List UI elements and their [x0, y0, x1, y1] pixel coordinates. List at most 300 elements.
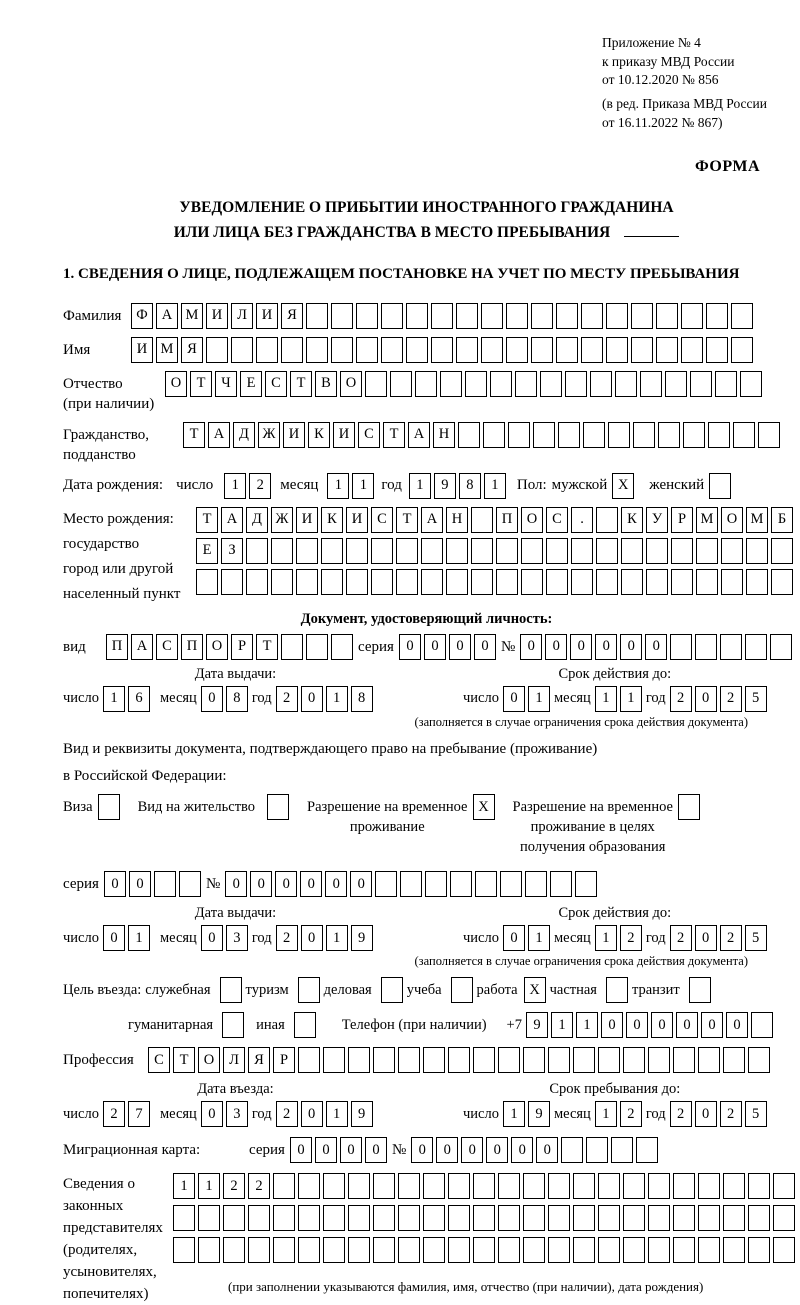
- forma-label: ФОРМА: [694, 158, 760, 176]
- form-cell: [540, 371, 562, 397]
- form-cell: [746, 538, 768, 564]
- form-cell: [281, 337, 303, 363]
- expiry-month-cells: [595, 686, 642, 712]
- form-cell: М: [696, 507, 718, 533]
- form-cell: [248, 1237, 270, 1263]
- form-cell: 1: [103, 686, 125, 712]
- form-cell: 2: [720, 925, 742, 951]
- form-cell: 0: [695, 1101, 717, 1127]
- form-cell: [573, 1205, 595, 1231]
- form-cell: Т: [396, 507, 418, 533]
- form-cell: [698, 1047, 720, 1073]
- birth-day-cells: [224, 473, 271, 499]
- form-cell: А: [421, 507, 443, 533]
- form-cell: 0: [129, 871, 151, 897]
- form-cell: 8: [459, 473, 481, 499]
- patronymic-row: [63, 371, 790, 414]
- stay-expiry-month-cells: [595, 925, 642, 951]
- identity-doc-heading: Документ, удостоверяющий личность:: [300, 610, 553, 627]
- form-cell: [646, 538, 668, 564]
- form-cell: [521, 569, 543, 595]
- form-cell: [473, 1047, 495, 1073]
- profession-row: [63, 1047, 790, 1073]
- form-cell: 1: [528, 925, 550, 951]
- form-cell: [323, 1205, 345, 1231]
- expiry-date-heading: Срок действия до:: [558, 905, 672, 922]
- form-cell: [375, 871, 397, 897]
- form-cell: 1: [224, 473, 246, 499]
- form-cell: [548, 1173, 570, 1199]
- form-cell: [348, 1173, 370, 1199]
- form-cell: [431, 303, 453, 329]
- form-cell: 2: [620, 1101, 642, 1127]
- form-cell: 0: [290, 1137, 312, 1163]
- form-cell: Т: [190, 371, 212, 397]
- form-cell: [748, 1237, 770, 1263]
- form-cell: Д: [233, 422, 255, 448]
- entry-dates: [63, 1081, 790, 1127]
- day-label: число: [63, 929, 99, 946]
- form-cell: [590, 371, 612, 397]
- migration-card-row: [63, 1137, 790, 1163]
- representatives-label: усыновителях,: [63, 1264, 157, 1281]
- form-cell: 0: [275, 871, 297, 897]
- form-cell: [631, 337, 653, 363]
- form-cell: И: [283, 422, 305, 448]
- form-cell: [473, 1205, 495, 1231]
- option-visa-label: Виза: [63, 799, 93, 816]
- surname-row: [63, 303, 790, 329]
- representatives-labels: [63, 1173, 173, 1305]
- form-cell: [306, 634, 328, 660]
- form-cell: [381, 303, 403, 329]
- form-cell: М: [181, 303, 203, 329]
- form-cell: [751, 1012, 773, 1038]
- form-cell: [671, 569, 693, 595]
- form-cell: [596, 538, 618, 564]
- form-cell: [431, 337, 453, 363]
- form-cell: [356, 337, 378, 363]
- form-cell: [748, 1173, 770, 1199]
- form-cell: [531, 303, 553, 329]
- form-cell: [471, 569, 493, 595]
- form-cell: П: [106, 634, 128, 660]
- option-temp-residence-education-label: Разрешение на временное проживание в целях получения образования: [512, 799, 673, 856]
- form-cell: О: [340, 371, 362, 397]
- form-cell: С: [358, 422, 380, 448]
- form-cell: Н: [446, 507, 468, 533]
- stay-doc-series-row: [63, 871, 790, 897]
- form-cell: О: [198, 1047, 220, 1073]
- form-cell: Т: [196, 507, 218, 533]
- form-cell: [400, 871, 422, 897]
- form-cell: 2: [276, 1101, 298, 1127]
- form-cell: [556, 303, 578, 329]
- form-cell: 1: [173, 1173, 195, 1199]
- form-cell: 1: [409, 473, 431, 499]
- form-cell: 6: [128, 686, 150, 712]
- patronymic-label-line1: Отчество: [63, 375, 123, 392]
- form-cell: 2: [670, 686, 692, 712]
- form-cell: 0: [503, 686, 525, 712]
- form-cell: .: [571, 507, 593, 533]
- form-cell: А: [221, 507, 243, 533]
- form-cell: 0: [103, 925, 125, 951]
- purpose-other-label: иная: [256, 1016, 285, 1033]
- form-cell: [745, 634, 767, 660]
- form-cell: 1: [198, 1173, 220, 1199]
- form-cell: [731, 337, 753, 363]
- citizenship-cells: [183, 422, 780, 448]
- form-cell: [223, 1237, 245, 1263]
- form-cell: [196, 569, 218, 595]
- expiry-date-line: [463, 686, 767, 712]
- form-cell: [648, 1047, 670, 1073]
- form-cell: [346, 569, 368, 595]
- representatives-label: законных: [63, 1198, 124, 1215]
- form-cell: [298, 1237, 320, 1263]
- form-cell: 1: [326, 925, 348, 951]
- purpose-humanitarian-checkbox: [222, 1012, 244, 1038]
- form-cell: 2: [720, 1101, 742, 1127]
- issue-date-line: [63, 686, 408, 712]
- form-cell: [356, 303, 378, 329]
- form-cell: Л: [223, 1047, 245, 1073]
- form-cell: 0: [601, 1012, 623, 1038]
- form-cell: 0: [104, 871, 126, 897]
- entry-date-heading: Дата въезда:: [197, 1081, 274, 1098]
- form-cell: 7: [128, 1101, 150, 1127]
- form-cell: 1: [326, 686, 348, 712]
- form-cell: [748, 1047, 770, 1073]
- identity-doc-dates: [63, 666, 790, 712]
- form-cell: [496, 538, 518, 564]
- form-cell: [608, 422, 630, 448]
- form-cell: 1: [595, 1101, 617, 1127]
- form-cell: 1: [484, 473, 506, 499]
- form-cell: [456, 303, 478, 329]
- form-cell: [773, 1173, 795, 1199]
- profession-label: Профессия: [63, 1052, 134, 1069]
- form-cell: [583, 422, 605, 448]
- form-cell: [206, 337, 228, 363]
- form-title-line1: УВЕДОМЛЕНИЕ О ПРИБЫТИИ ИНОСТРАННОГО ГРАЖДАНИНА: [179, 199, 674, 217]
- form-cell: [596, 569, 618, 595]
- form-cell: 0: [315, 1137, 337, 1163]
- citizenship-row: [63, 422, 790, 465]
- form-cell: [398, 1205, 420, 1231]
- form-cell: 0: [645, 634, 667, 660]
- form-cell: [346, 538, 368, 564]
- day-label: число: [176, 477, 214, 494]
- form-cell: [246, 538, 268, 564]
- form-cell: 0: [201, 925, 223, 951]
- form-cell: А: [131, 634, 153, 660]
- form-cell: [298, 1205, 320, 1231]
- form-cell: 1: [326, 1101, 348, 1127]
- form-cell: [323, 1237, 345, 1263]
- form-cell: [348, 1047, 370, 1073]
- form-cell: 0: [695, 686, 717, 712]
- purpose-other-checkbox: [294, 1012, 316, 1038]
- form-cell: [154, 871, 176, 897]
- stay-issue-day-cells: [103, 925, 150, 951]
- form-cell: [673, 1205, 695, 1231]
- form-cell: П: [181, 634, 203, 660]
- purpose-private-label: частная: [549, 981, 597, 998]
- form-cell: [458, 422, 480, 448]
- form-cell: [673, 1047, 695, 1073]
- form-cell: А: [156, 303, 178, 329]
- form-cell: [606, 303, 628, 329]
- form-cell: 0: [201, 1101, 223, 1127]
- form-title-line2: ИЛИ ЛИЦА БЕЗ ГРАЖДАНСТВА В МЕСТО ПРЕБЫВАНИЯ: [173, 223, 611, 241]
- form-cell: Т: [256, 634, 278, 660]
- issue-day-cells: [103, 686, 150, 712]
- form-cell: К: [321, 507, 343, 533]
- month-label: месяц: [159, 690, 197, 707]
- form-cell: [440, 371, 462, 397]
- form-cell: [306, 337, 328, 363]
- stay-issue-month-cells: [201, 925, 248, 951]
- migration-number-label: №: [391, 1142, 407, 1159]
- form-cell: [321, 538, 343, 564]
- form-cell: [565, 371, 587, 397]
- form-cell: О: [721, 507, 743, 533]
- birth-place-section: [63, 507, 790, 607]
- form-cell: 1: [595, 686, 617, 712]
- form-cell: Р: [671, 507, 693, 533]
- form-cell: Ж: [271, 507, 293, 533]
- form-cell: В: [315, 371, 337, 397]
- purpose-tourism-checkbox: [298, 977, 320, 1003]
- purpose-official-label: служебная: [145, 981, 211, 998]
- birth-place-label: город или другой: [63, 560, 174, 577]
- form-cell: [446, 569, 468, 595]
- form-cell: [365, 371, 387, 397]
- birth-place-label: Место рождения:: [63, 510, 174, 527]
- form-cell: [558, 422, 580, 448]
- form-cell: [748, 1205, 770, 1231]
- form-cell: [506, 303, 528, 329]
- form-cell: [506, 337, 528, 363]
- form-cell: [473, 1173, 495, 1199]
- form-cell: [373, 1173, 395, 1199]
- form-cell: Т: [383, 422, 405, 448]
- stay-until-month-cells: [595, 1101, 642, 1127]
- form-cell: [721, 569, 743, 595]
- entry-date-line: [63, 1101, 408, 1127]
- annex-line: (в ред. Приказа МВД России: [602, 95, 767, 111]
- form-cell: [731, 303, 753, 329]
- form-cell: 1: [327, 473, 349, 499]
- form-cell: [198, 1205, 220, 1231]
- form-cell: 9: [351, 1101, 373, 1127]
- form-cell: Б: [771, 507, 793, 533]
- form-cell: [546, 538, 568, 564]
- form-cell: [721, 538, 743, 564]
- stay-doc-dates: [63, 905, 790, 951]
- representatives-row2-cells: [173, 1205, 795, 1231]
- form-cell: [671, 538, 693, 564]
- citizenship-label-line1: Гражданство,: [63, 426, 150, 443]
- form-cell: И: [346, 507, 368, 533]
- doc-kind-label: вид: [63, 638, 86, 655]
- month-label: месяц: [553, 1105, 591, 1122]
- form-cell: [271, 538, 293, 564]
- form-cell: [656, 337, 678, 363]
- form-cell: [621, 569, 643, 595]
- form-cell: 0: [626, 1012, 648, 1038]
- form-cell: 9: [526, 1012, 548, 1038]
- representatives-row1-cells: [173, 1173, 795, 1199]
- form-cell: [556, 337, 578, 363]
- form-cell: [348, 1205, 370, 1231]
- entry-day-cells: [103, 1101, 150, 1127]
- form-cell: [573, 1173, 595, 1199]
- form-cell: [448, 1237, 470, 1263]
- day-label: число: [63, 1105, 99, 1122]
- form-cell: 1: [595, 925, 617, 951]
- form-cell: К: [621, 507, 643, 533]
- form-cell: 0: [300, 871, 322, 897]
- form-cell: С: [148, 1047, 170, 1073]
- form-cell: Е: [240, 371, 262, 397]
- form-cell: К: [308, 422, 330, 448]
- form-cell: С: [265, 371, 287, 397]
- option-residence-permit: [138, 794, 289, 820]
- stay-series-cells: [104, 871, 201, 897]
- name-row: [63, 337, 790, 363]
- migration-series-cells: [290, 1137, 387, 1163]
- form-cell: [498, 1047, 520, 1073]
- form-cell: Я: [248, 1047, 270, 1073]
- birth-date-label: Дата рождения:: [63, 477, 164, 494]
- form-cell: [723, 1237, 745, 1263]
- sex-male-label: мужской: [551, 477, 608, 494]
- form-cell: [658, 422, 680, 448]
- stay-until-year-cells: [670, 1101, 767, 1127]
- form-cell: 2: [670, 1101, 692, 1127]
- form-cell: [681, 337, 703, 363]
- form-cell: [598, 1173, 620, 1199]
- form-cell: 1: [576, 1012, 598, 1038]
- form-cell: [446, 538, 468, 564]
- birth-year-cells: [409, 473, 506, 499]
- form-cell: [173, 1205, 195, 1231]
- doc-number-label: №: [500, 638, 516, 655]
- form-cell: [548, 1237, 570, 1263]
- option-residence-permit-checkbox: [267, 794, 289, 820]
- form-cell: Я: [281, 303, 303, 329]
- migration-number-cells: [411, 1137, 658, 1163]
- form-cell: [179, 871, 201, 897]
- form-cell: [273, 1237, 295, 1263]
- stay-series-label: серия: [63, 876, 99, 893]
- form-cell: 0: [250, 871, 272, 897]
- sex-male-checkbox: X: [612, 473, 634, 499]
- form-cell: [523, 1047, 545, 1073]
- form-cell: [306, 303, 328, 329]
- form-cell: [398, 1173, 420, 1199]
- form-cell: 1: [528, 686, 550, 712]
- form-cell: Д: [246, 507, 268, 533]
- option-temp-residence-checkbox: X: [473, 794, 495, 820]
- year-label: год: [251, 929, 272, 946]
- stay-doc-intro1: Вид и реквизиты документа, подтверждающего право на пребывание (проживание): [63, 740, 598, 757]
- form-cell: [423, 1237, 445, 1263]
- form-cell: [450, 871, 472, 897]
- citizenship-label: [63, 422, 183, 465]
- option-temp-residence: [307, 794, 494, 837]
- section1-heading: 1. СВЕДЕНИЯ О ЛИЦЕ, ПОДЛЕЖАЩЕМ ПОСТАНОВКЕ НА УЧЕТ ПО МЕСТУ ПРЕБЫВАНИЯ: [63, 265, 740, 282]
- representatives-row3-cells: [173, 1237, 795, 1263]
- identity-doc-row: [63, 634, 790, 660]
- form-cell: [390, 371, 412, 397]
- form-cell: [371, 538, 393, 564]
- annex-line: к приказу МВД России: [602, 53, 735, 69]
- form-cell: [561, 1137, 583, 1163]
- form-cell: [483, 422, 505, 448]
- issue-year-cells: [276, 686, 373, 712]
- form-cell: 8: [351, 686, 373, 712]
- patronymic-label: [63, 371, 165, 414]
- form-cell: 0: [620, 634, 642, 660]
- form-cell: [421, 538, 443, 564]
- representatives-label: представителях: [63, 1220, 163, 1237]
- form-cell: [498, 1173, 520, 1199]
- form-cell: 0: [301, 925, 323, 951]
- expiry-year-cells: [670, 686, 767, 712]
- month-label: месяц: [553, 690, 591, 707]
- form-cell: 0: [301, 1101, 323, 1127]
- birth-place-label: населенный пункт: [63, 585, 181, 602]
- form-cell: С: [156, 634, 178, 660]
- form-cell: 0: [520, 634, 542, 660]
- form-cell: [421, 569, 443, 595]
- form-cell: [723, 1205, 745, 1231]
- form-cell: [573, 1237, 595, 1263]
- form-cell: [500, 871, 522, 897]
- expiry-date-heading: Срок действия до:: [558, 665, 672, 682]
- purpose-study-checkbox: [451, 977, 473, 1003]
- form-cell: 0: [411, 1137, 433, 1163]
- form-cell: [525, 871, 547, 897]
- form-cell: 2: [276, 925, 298, 951]
- form-cell: [273, 1205, 295, 1231]
- form-cell: [398, 1047, 420, 1073]
- birth-date-row: [63, 473, 790, 499]
- form-cell: [490, 371, 512, 397]
- form-cell: [406, 337, 428, 363]
- form-cell: [648, 1237, 670, 1263]
- form-cell: [623, 1237, 645, 1263]
- form-cell: 1: [620, 686, 642, 712]
- option-residence-permit-label: Вид на жительство: [137, 799, 256, 816]
- form-cell: 5: [745, 1101, 767, 1127]
- purpose-work-label: работа: [476, 981, 518, 998]
- stay-doc-options: [63, 794, 790, 857]
- option-temp-residence-label: Разрешение на временное проживание: [307, 799, 468, 836]
- patronymic-cells: [165, 371, 762, 397]
- option-visa: [63, 794, 120, 820]
- purpose-official-checkbox: [220, 977, 242, 1003]
- form-cell: [598, 1237, 620, 1263]
- purpose-business-label: деловая: [323, 981, 372, 998]
- form-cell: 9: [351, 925, 373, 951]
- phone-cells: [526, 1012, 773, 1038]
- form-cell: [448, 1173, 470, 1199]
